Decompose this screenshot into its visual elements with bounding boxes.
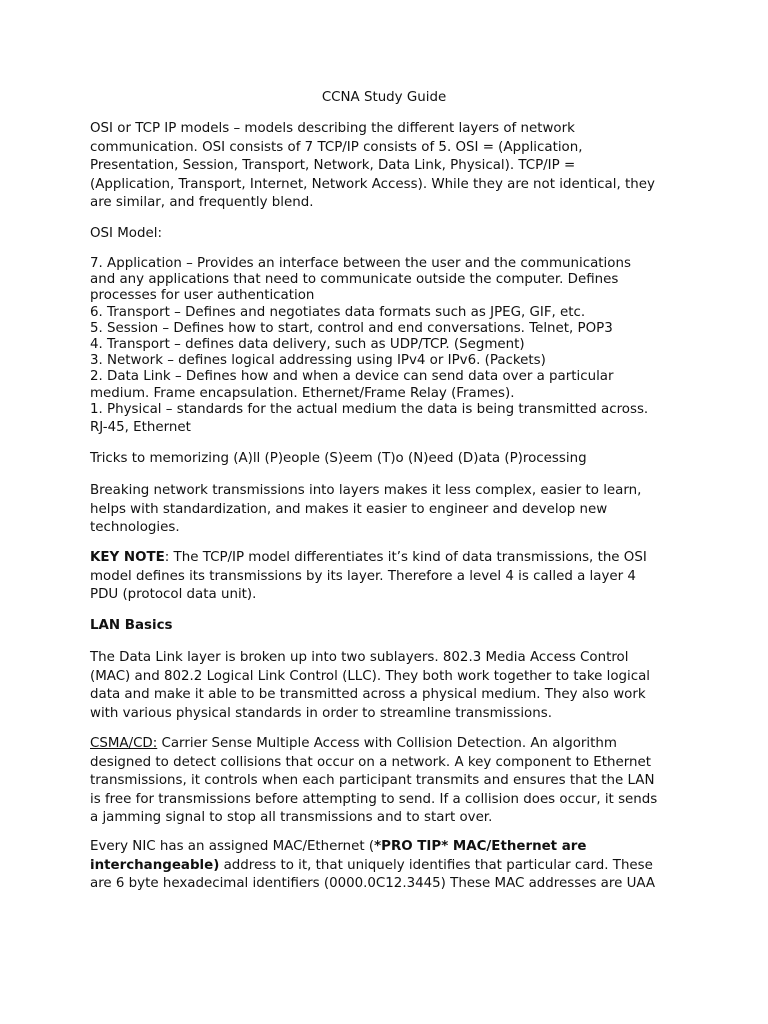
lan-heading-paragraph <box>90 617 690 636</box>
osi-layer-line: processes for user authentication <box>90 288 315 304</box>
benefit-line: technologies. <box>90 520 180 535</box>
data-link-line: with various physical standards in order to streamline transmissions. <box>90 705 552 721</box>
csma-paragraph <box>90 735 690 828</box>
csma-line: designed to detect collisions that occur on a network. A key component to Ethernet <box>90 754 651 770</box>
rj45-paragraph <box>90 419 690 438</box>
osi-layer-line: and any applications that need to communicate outside the computer. Defines <box>90 272 619 288</box>
csma-line: transmissions, it controls when each participant transmits and ensures that the LAN <box>90 773 655 788</box>
nic-text: Every NIC has an assigned MAC/Ethernet ( <box>90 839 375 854</box>
osi-heading: OSI Model: <box>90 226 162 241</box>
benefit-line: helps with standardization, and makes it easier to engineer and develop new <box>90 501 608 517</box>
osi-layer-line: 3. Network – defines logical addressing using IPv4 or IPv6. (Packets) <box>90 353 546 369</box>
csma-line: is free for transmissions before attempting to send. If a collision does occur, it sends <box>90 791 658 807</box>
pro-tip-text: *PRO TIP* MAC/Ethernet are <box>374 839 587 854</box>
lan-heading-line <box>90 617 690 636</box>
osi-layer-line: 5. Session – Defines how to start, control and end conversations. Telnet, POP3 <box>90 320 613 336</box>
key-note-line: PDU (protocol data unit). <box>90 587 257 602</box>
mnemonic-line: Tricks to memorizing (A)ll (P)eople (S)eem (T)o (N)eed (D)ata (P)rocessing <box>90 451 587 466</box>
nic-paragraph <box>90 838 690 894</box>
nic-text: address to it, that uniquely identifies that particular card. These <box>219 857 653 873</box>
osi-layer-line: 7. Application – Provides an interface between the user and the communications <box>90 256 631 271</box>
doc-title: CCNA Study Guide <box>321 90 447 105</box>
key-note-line: model defines its transmissions by its layer. Therefore a level 4 is called a layer 4 <box>90 568 636 584</box>
csma-text: Carrier Sense Multiple Access with Collision Detection. An algorithm <box>157 736 617 751</box>
pro-tip-text: interchangeable) <box>90 857 220 873</box>
osi-heading-paragraph <box>90 225 690 244</box>
osi-layer-line: 1. Physical – standards for the actual medium the data is being transmitted across. <box>90 401 649 417</box>
benefit-line: Breaking network transmissions into layers makes it less complex, easier to learn, <box>90 483 642 498</box>
key-note-line <box>90 549 690 568</box>
intro-paragraph <box>90 120 690 213</box>
osi-layer-line: 6. Transport – Defines and negotiates data formats such as JPEG, GIF, etc. <box>90 304 586 320</box>
key-note-text: : The TCP/IP model differentiates it’s kind of data transmissions, the OSI <box>164 550 647 565</box>
osi-layer-line: 2. Data Link – Defines how and when a device can send data over a particular <box>90 369 614 385</box>
nic-line: are 6 byte hexadecimal identifiers (0000.0C12.3445) These MAC addresses are UAA <box>90 876 656 891</box>
osi-layer-list <box>90 256 690 418</box>
osi-layer-line: 4. Transport – defines data delivery, such as UDP/TCP. (Segment) <box>90 337 525 353</box>
data-link-paragraph <box>90 649 690 723</box>
rj45-line: RJ-45, Ethernet <box>90 420 191 435</box>
key-note-label: KEY NOTE <box>90 550 165 565</box>
csma-line <box>90 735 690 754</box>
intro-line: Presentation, Session, Transport, Network, Data Link, Physical). TCP/IP = <box>90 158 576 173</box>
nic-line <box>90 857 690 876</box>
data-link-line: (MAC) and 802.2 Logical Link Control (LLC). They both work together to take logical <box>90 668 651 684</box>
key-note-paragraph <box>90 549 690 605</box>
intro-line: communication. OSI consists of 7 TCP/IP consists of 5. OSI = (Application, <box>90 139 583 155</box>
nic-line <box>90 838 690 857</box>
mnemonic-paragraph <box>90 450 690 469</box>
osi-layer-line: medium. Frame encapsulation. Ethernet/Frame Relay (Frames). <box>90 385 515 401</box>
data-link-line: data and make it able to be transmitted across a physical medium. They also work <box>90 687 646 702</box>
intro-line: (Application, Transport, Internet, Network Access). While they are not identical, they <box>90 176 655 192</box>
lan-heading: LAN Basics <box>90 618 173 633</box>
data-link-line: The Data Link layer is broken up into two sublayers. 802.3 Media Access Control <box>90 650 629 665</box>
csma-term: CSMA/CD: <box>90 736 158 751</box>
intro-line: are similar, and frequently blend. <box>90 195 314 210</box>
layers-benefit-paragraph <box>90 482 690 538</box>
intro-line: OSI or TCP IP models – models describing the different layers of network <box>90 121 575 136</box>
csma-line: a jamming signal to stop all transmissions and to start over. <box>90 810 493 825</box>
